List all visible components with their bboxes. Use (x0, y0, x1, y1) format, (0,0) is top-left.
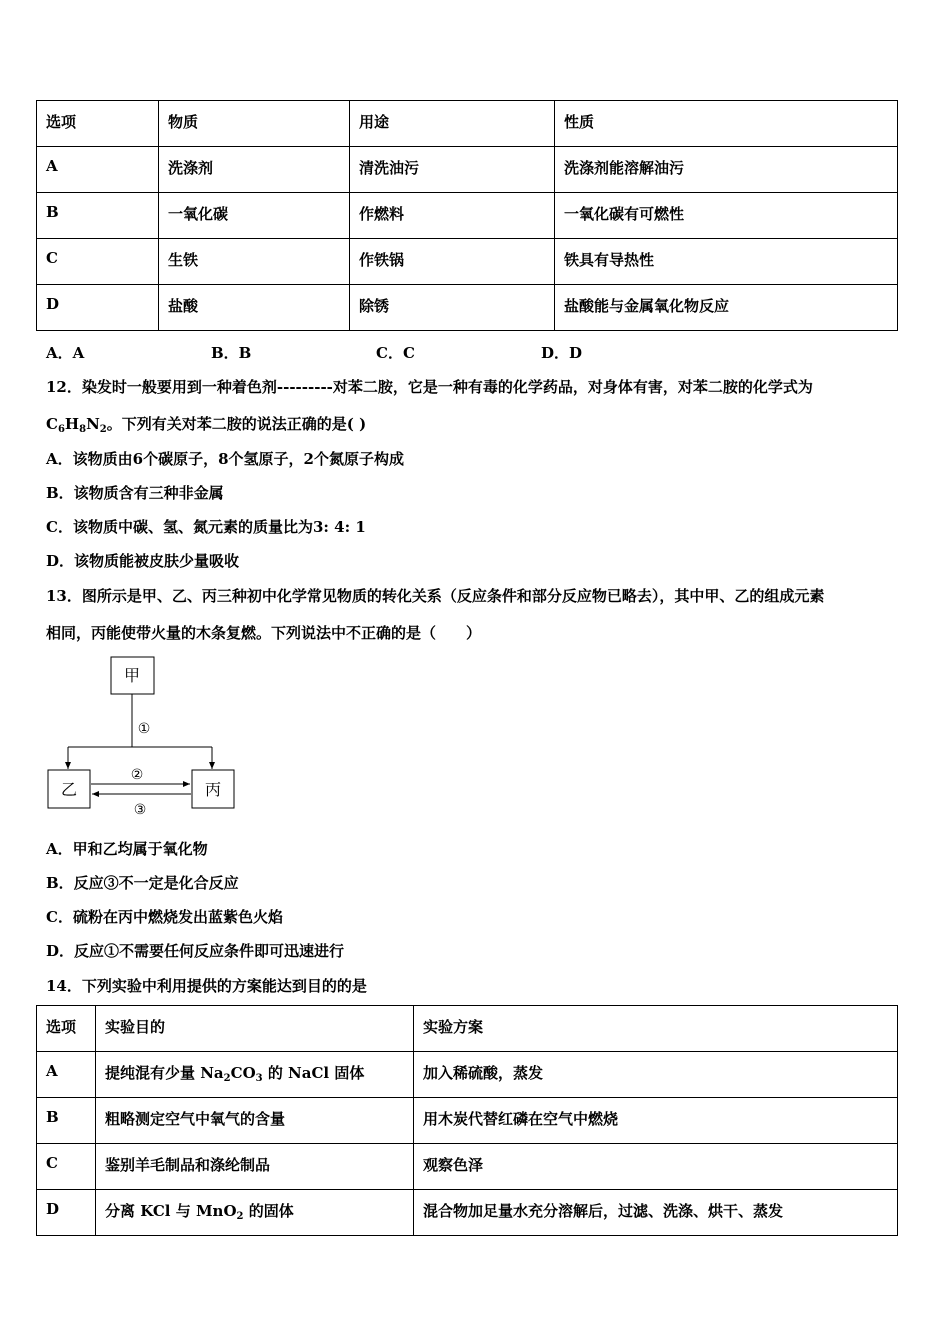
q12-option-a[interactable]: A．该物质由6个碳原子，8个氢原子，2个氮原子构成 (46, 450, 404, 468)
header-cell: 实验目的 (96, 1006, 414, 1052)
formula-n: N (86, 415, 100, 433)
table-cell: C (37, 239, 159, 285)
node-jia: 甲 (123, 666, 141, 685)
header-cell: 实验方案 (414, 1006, 898, 1052)
table-cell: 用木炭代替红磷在空气中燃烧 (414, 1098, 898, 1144)
table-row (37, 239, 898, 285)
table-cell: 除锈 (350, 285, 555, 331)
table-cell: 作铁锅 (350, 239, 555, 285)
q13-stem-line2: 相同，丙能使带火量的木条复燃。下列说法中不正确的是（ ） (46, 624, 482, 642)
table-row (37, 193, 898, 239)
table-q11 (36, 100, 898, 331)
q12-stem-line1: 12．染发时一般要用到一种着色剂---------对苯二胺，它是一种有毒的化学药品，对身体有害，对苯二胺的化学式为 (46, 378, 813, 396)
q12-option-d[interactable]: D．该物质能被皮肤少量吸收 (46, 552, 240, 570)
table-cell: D (37, 285, 159, 331)
formula-sub: 2 (223, 1073, 231, 1084)
formula-sub: 8 (79, 424, 87, 435)
label-reaction-1: ① (137, 721, 151, 737)
table-cell: C (37, 1144, 96, 1190)
table-header-row (37, 1006, 898, 1052)
formula-c: C (46, 415, 58, 433)
goal-text: CO (230, 1064, 256, 1082)
table-header-row (37, 101, 898, 147)
table-row (37, 1144, 898, 1190)
table-cell: 混合物加足量水充分溶解后，过滤、洗涤、烘干、蒸发 (414, 1190, 898, 1236)
table-cell: 清洗油污 (350, 147, 555, 193)
header-cell: 物质 (159, 101, 350, 147)
table-cell: 生铁 (159, 239, 350, 285)
table-cell: 洗涤剂 (159, 147, 350, 193)
goal-text: 分离 KCl 与 MnO (105, 1202, 237, 1220)
table-cell: 一氧化碳有可燃性 (555, 193, 898, 239)
q12-option-b[interactable]: B．该物质含有三种非金属 (46, 484, 224, 502)
q13-option-c[interactable]: C．硫粉在丙中燃烧发出蓝紫色火焰 (46, 908, 283, 926)
conversion-diagram (40, 650, 240, 825)
table-cell: B (37, 1098, 96, 1144)
table-row (37, 1098, 898, 1144)
table-row (37, 1052, 898, 1098)
table-cell: 铁具有导热性 (555, 239, 898, 285)
table-cell (96, 1052, 414, 1098)
header-cell: 用途 (350, 101, 555, 147)
table-cell: 盐酸 (159, 285, 350, 331)
table-cell: 作燃料 (350, 193, 555, 239)
q13-option-a[interactable]: A．甲和乙均属于氧化物 (46, 840, 208, 858)
header-cell: 选项 (37, 101, 159, 147)
table-cell: A (37, 1052, 96, 1098)
table-row (37, 1190, 898, 1236)
table-cell: 粗略测定空气中氧气的含量 (96, 1098, 414, 1144)
table-cell: 一氧化碳 (159, 193, 350, 239)
goal-text: 提纯混有少量 Na (105, 1064, 224, 1082)
q13-option-d[interactable]: D．反应①不需要任何反应条件即可迅速进行 (46, 942, 345, 960)
q12-stem-rest: 。下列有关对苯二胺的说法正确的是( ) (106, 415, 367, 433)
table-cell: 鉴别羊毛制品和涤纶制品 (96, 1144, 414, 1190)
table-cell: 观察色泽 (414, 1144, 898, 1190)
q12-option-c[interactable]: C．该物质中碳、氢、氮元素的质量比为3: 4: 1 (46, 518, 366, 536)
table-cell: B (37, 193, 159, 239)
option-b[interactable]: B．B (211, 344, 252, 362)
table-cell (96, 1190, 414, 1236)
label-reaction-3: ③ (133, 802, 147, 818)
node-bing: 丙 (204, 780, 222, 799)
q13-option-b[interactable]: B．反应③不一定是化合反应 (46, 874, 239, 892)
formula-sub: 2 (236, 1211, 244, 1222)
option-d[interactable]: D．D (541, 344, 583, 362)
label-reaction-2: ② (130, 767, 144, 783)
q11-options (46, 342, 706, 363)
q12-stem-line2 (46, 413, 366, 435)
option-a[interactable]: A．A (46, 344, 85, 362)
q14-stem: 14．下列实验中利用提供的方案能达到目的的是 (46, 977, 367, 995)
header-cell: 性质 (555, 101, 898, 147)
table-row (37, 147, 898, 193)
table-row (37, 285, 898, 331)
table-cell: 洗涤剂能溶解油污 (555, 147, 898, 193)
goal-text: 的固体 (243, 1202, 294, 1220)
node-yi: 乙 (60, 780, 78, 799)
table-cell: D (37, 1190, 96, 1236)
table-q14 (36, 1005, 898, 1236)
formula-sub: 3 (255, 1073, 263, 1084)
table-cell: 盐酸能与金属氧化物反应 (555, 285, 898, 331)
header-cell: 选项 (37, 1006, 96, 1052)
formula-h: H (64, 415, 80, 433)
table-cell: 加入稀硫酸，蒸发 (414, 1052, 898, 1098)
goal-text: 的 NaCl 固体 (262, 1064, 365, 1082)
option-c[interactable]: C．C (376, 344, 415, 362)
formula-sub: 2 (99, 424, 107, 435)
formula-sub: 6 (57, 424, 65, 435)
q13-stem-line1: 13．图所示是甲、乙、丙三种初中化学常见物质的转化关系（反应条件和部分反应物已略去），其中甲、乙的组成元素 (46, 587, 825, 605)
table-cell: A (37, 147, 159, 193)
